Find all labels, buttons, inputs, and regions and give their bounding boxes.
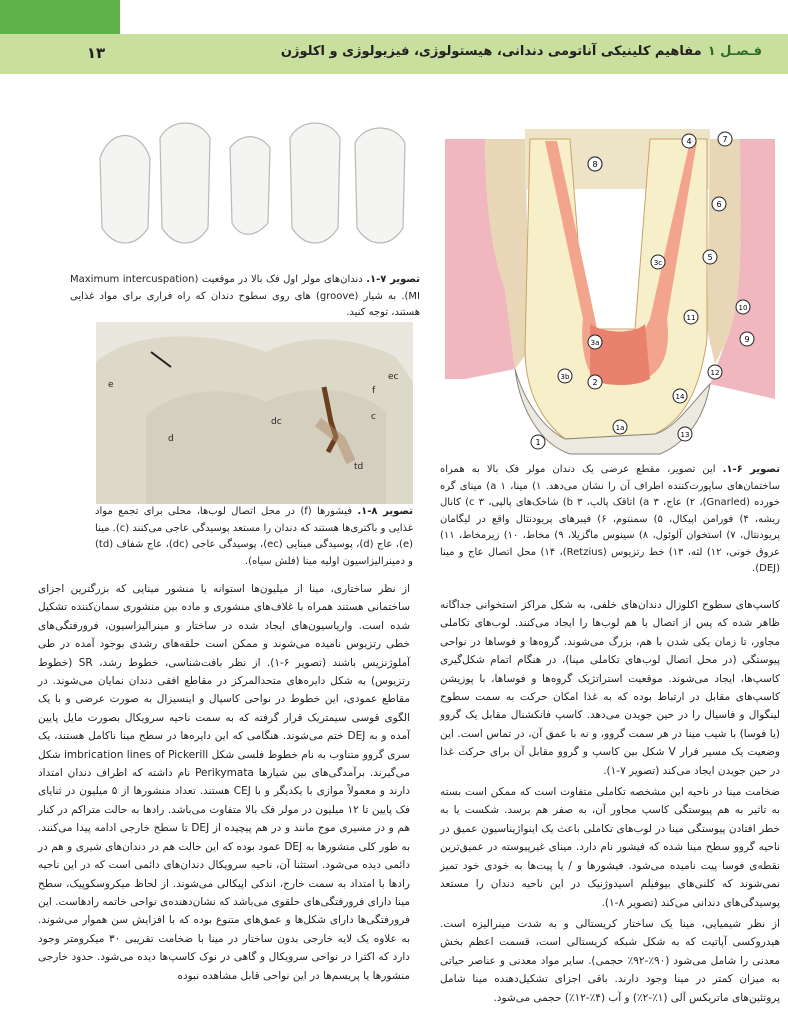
photo-label-e: e (108, 380, 114, 390)
label-1: 1 (535, 438, 541, 447)
photo-label-f: f (372, 386, 376, 396)
tooth-section-graphic (96, 322, 413, 504)
photo-label-dc: dc (271, 417, 282, 427)
chapter-title: مفاهیم کلینیکی آناتومی دندانی، هیستولوژی، فیزیولوژی و اکلوژن (280, 44, 702, 59)
right-paragraph-2: ضخامت مینا در ناحیه این مشخصه تکاملی متفاوت است که ممکن است بسته به تاثیر به هم پیوستگی کاسپ مجاور آن، به صفر هم برسد. شکست یا به خطر افتادن پیوستگی مینا در لوب‌های تکاملی باعث یک اینواژیناسیون عمیق در ناحیه گروو سطح مینا شده که فیشور نام دارد. مینای غیرپیوسته در عمیق‌ترین نقطه‌ی فوسا پیت نامیده می‌شود. فیشورها و / یا پیت‌ها به خودی خود تمیز نمی‌شوند که کلنی‌های بیوفیلم اسیدوژنیک در این ناحیه دندان را مستعد پوسیدگی‌های دندانی می‌کند (تصویر ۸-۱). (440, 786, 780, 909)
label-10: 10 (738, 304, 748, 312)
photo-label-td: td (354, 462, 364, 472)
left-body-column (38, 580, 410, 985)
label-3a: 3a (590, 339, 600, 347)
label-2: 2 (592, 378, 598, 387)
right-paragraph-3: از نظر شیمیایی، مینا یک ساختار کریستالی و به شدت مینرالیزه است. هیدروکسی آپاتیت که به شکل شبکه کریستالی است، قسمت اعظم بخش معدنی را شامل می‌شود (۹۰٪-۹۲٪ حجمی). سایر مواد معدنی و عناصر حیاتی به میزان کمتر در مینا وجود دارند. باقی اجزای تشکیل‌دهنده مینا شامل پروتئین‌های ماتریکس آلی (۱٪-۲٪) و آب (۴٪-۱۲٪) حجمی می‌شود. (440, 917, 780, 1004)
right-paragraph-1: کاسپ‌های سطوح اکلوزال دندان‌های خلفی، به شکل مراکز استخوانی جداگانه ظاهر شده که پس از اتصال با هم لوب‌ها را ایجاد می‌کنند. لوب‌های تکاملی مجاور، تا زمان یکی شدن با هم، بزرگ می‌شوند. گروه‌ها و فوساها در نواحی پیوستگی (در محل اتصال لوب‌های تکاملی مینا)، در هنگام اتمام شکل‌گیری کاسپ‌ها، ایجاد می‌شوند. موقعیت استراتژیک گروه‌ها و فوساها، با پوزیشن کاسپ‌های مقابل در ارتباط بوده که به غذا امکان حرکت به سمت سطوح لینگوال و فاسیال را در حین جویدن می‌دهد. کاسپ فانکشنال مقابل یک گروو (یا فوسا) با شیب مینا در هر سمت گروو، و نه با عمق آن، در تماس است. این وضعیت یک مسیر فرار V شکل بین کاسپ و گروو مقابل آن برای حرکت غذا در حین جویدن ایجاد می‌کند (تصویر ۷-۱). (440, 599, 780, 777)
corner-accent (0, 0, 120, 34)
label-14: 14 (675, 393, 685, 401)
label-8: 8 (592, 160, 598, 169)
label-11: 11 (686, 314, 696, 322)
figure-8-1-caption-title: تصویر ۸-۱. (357, 506, 413, 517)
label-3c: 3c (653, 259, 663, 267)
label-3b: 3b (560, 373, 570, 381)
label-5: 5 (707, 253, 713, 262)
figure-7-1-caption-text: دندان‌های مولر اول فک بالا در موقعیت Maximum intercuspation) MI). به شیار (groove) های روی سطوح دندان که راه فراری برای مواد غذایی هستند، توجه کنید. (70, 274, 420, 318)
figure-7-1-caption (70, 272, 420, 322)
right-body-column (440, 596, 780, 1007)
molars-occlusion-illustration (90, 118, 415, 258)
photo-label-c: c (371, 412, 376, 422)
figure-6-1-caption-title: تصویر ۶-۱. (722, 464, 780, 475)
label-4: 4 (686, 137, 692, 146)
tooth-section-photo (96, 322, 413, 504)
label-1a: 1a (615, 424, 625, 432)
label-7: 7 (722, 135, 728, 144)
label-13: 13 (680, 431, 690, 439)
left-paragraph: از نظر ساختاری، مینا از میلیون‌ها استوانه یا منشور مینایی که بزرگترین اجزای ساختمانی هستند همراه با غلاف‌های منشوری و ماده بین منشوری سمان‌کننده تشکیل شده است. واریاسیون‌های ایجاد شده در ساختار و مینرالیزاسیون، فرورفتگی‌های خطی رتزیوس نامیده می‌شوند و ممکن است حلقه‌های رشدی بوجود آمده در طی آملوژنزیس باشند (تصویر ۶-۱). از نظر بافت‌شناسی، خطوط رشد، SR (خطوط رتزیوس) به شکل دایره‌های متحدالمرکز در مقاطع افقی دندان نمایان می‌شوند. در مقاطع عمودی، این خطوط در نواحی کاسپال و اینسیزال به صورت عرضی و با یک الگوی قوسی سیمتریک قرار گرفته که به سمت ناحیه سرویکال بصورت مایل پایین آمده و به DEJ ختم می‌شوند. هنگامی که این دایره‌ها در سطح مینا ناکامل هستند، یک سری گروو متناوب به نام خطوط فلسی شکل imbrication lines of Pickerill شکل می‌گیرند. برآمدگی‌های بین شیارها Perikymata نام داشته که اطراف دندان امتداد دارند و معمولاً موازی با یکدیگر و با CEJ هستند. تعداد منشورها از ۵ میلیون در ثنایای فک پایین تا ۱۲ میلیون در مولر فک بالا متفاوت می‌باشد. راد‌ها به حالت متراکم در کنار هم و در مسیری موج مانند و در هم پیچیده از DEJ تا سطح خارجی ادامه پیدا می‌کنند. به طور کلی منشورها به DEJ عمود بوده که این حالت هم در دندان‌های شیری و هم در دائمی دیده می‌شود. استثنا آن، ناحیه سرویکال دندان‌های دائمی است که در این ناحیه راد‌ها با امتداد به سمت خارج، اندکی اپیکالی می‌شوند. از لحاظ میکروسکوپیک، سطح مینا دارای فرورفتگی‌های حلقوی می‌باشد که نشان‌دهنده‌ی نواحی خاتمه رادهاست. این فرورفتگی‌ها دارای شکل‌ها و عمق‌های متنوع بوده که با افزایش سن هموار می‌شوند. به علاوه یک لایه خارجی بدون ساختار در مینا با ضخامت تقریبی ۳۰ میکرومتر وجود دارد که اکثرا در نواحی سرویکال و گاهی در نوک کاسپ‌ها دیده می‌شود. حدود خارجی منشورها یا پریسم‌ها در این نواحی قابل مشاهده نبوده (38, 583, 411, 982)
figure-6-1-caption-text: این تصویر، مقطع عرضی یک دندان مولر فک بالا به همراه ساختمان‌های ساپورت‌کننده اطراف آن را نشان می‌دهد. ۱) مینا، a ۱) مینای گره خورده (Gnarled)، ۲) عاج، a ۳) اتاقک پالپ، b ۳) شاخک‌های پالپی، c ۳) کانال ریشه، ۴) فورامن اپیکال، ۵) سمنتوم، ۶) فیبرهای پریودنتال واقع در لیگامان پریودنتال، ۷) استخوان آلوئول، ۸) سینوس ماگزیلا، ۹) مخاط، ۱۰) زیرمخاط، ۱۱) عروق خونی، ۱۲) لثه، ۱۳) خط رتزیوس (Retzius)، ۱۴) محل اتصال عاج و مینا (DEJ). (440, 464, 780, 574)
tooth-cross-section-diagram (445, 129, 775, 459)
figure-8-1-caption (95, 504, 413, 570)
photo-label-d: d (168, 434, 174, 444)
photo-label-ec: ec (388, 372, 399, 382)
page-number: ۱۳ (86, 44, 106, 62)
label-6: 6 (716, 200, 722, 209)
figure-8-1-caption-text: فیشورها (f) در محل اتصال لوب‌ها، محلی برای تجمع مواد غذایی و باکتری‌ها هستند که دندان را مستعد پوسیدگی عاجی می‌کنند (c). مینا (e)، عاج (d)، پوسیدگی مینایی (ec)، پوسیدگی عاجی (dc)، عاج شفاف (td) و دمینرالیزاسیون اولیه مینا (فلش سیاه). (95, 506, 413, 567)
figure-7-1-caption-title: تصویر ۷-۱. (366, 274, 420, 285)
figure-6-1-caption (440, 462, 780, 578)
running-header (281, 44, 762, 59)
label-9: 9 (744, 335, 750, 344)
label-12: 12 (710, 369, 720, 377)
chapter-label: فـصـل ۱ (707, 44, 762, 59)
